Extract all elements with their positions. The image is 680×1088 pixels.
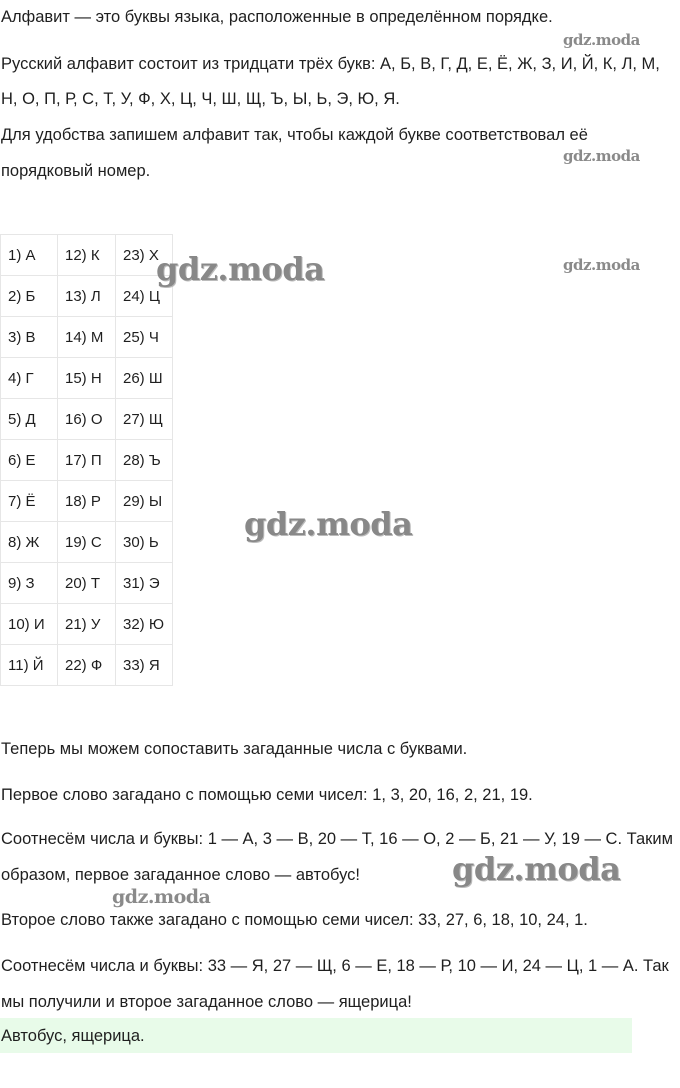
- table-cell: 25) Ч: [116, 317, 173, 358]
- text-line: образом, первое загаданное слово — автобус!: [1, 866, 360, 884]
- text-line: Н, О, П, Р, С, Т, У, Ф, Х, Ц, Ч, Ш, Щ, Ъ, Ы, Ь, Э, Ю, Я.: [1, 90, 400, 108]
- table-cell: 17) П: [58, 440, 116, 481]
- watermark: gdz.moda: [112, 886, 211, 908]
- text-line: мы получили и второе загаданное слово — ящерица!: [1, 993, 412, 1011]
- table-cell: 30) Ь: [116, 522, 173, 563]
- table-cell: 3) В: [1, 317, 58, 358]
- text-line: порядковый номер.: [1, 162, 151, 180]
- answer-text: Автобус, ящерица.: [1, 1027, 145, 1045]
- table-cell: 11) Й: [1, 645, 58, 686]
- table-cell: 6) Е: [1, 440, 58, 481]
- table-row: [1, 317, 173, 358]
- table-cell: 15) Н: [58, 358, 116, 399]
- table-cell: 9) З: [1, 563, 58, 604]
- table-cell: 32) Ю: [116, 604, 173, 645]
- table-cell: 14) М: [58, 317, 116, 358]
- table-cell: 5) Д: [1, 399, 58, 440]
- table-cell: 8) Ж: [1, 522, 58, 563]
- table-cell: 22) Ф: [58, 645, 116, 686]
- table-cell: 13) Л: [58, 276, 116, 317]
- table-cell: 29) Ы: [116, 481, 173, 522]
- watermark: gdz.moda: [563, 31, 640, 49]
- table-row: [1, 358, 173, 399]
- text-line: Первое слово загадано с помощью семи чисел: 1, 3, 20, 16, 2, 21, 19.: [1, 786, 533, 804]
- table-cell: 26) Ш: [116, 358, 173, 399]
- table-row: [1, 645, 173, 686]
- table-cell: 20) Т: [58, 563, 116, 604]
- answer-box: [0, 1018, 632, 1053]
- table-row: [1, 399, 173, 440]
- table-row: [1, 522, 173, 563]
- text-line: Для удобства запишем алфавит так, чтобы каждой букве соответствовал её: [1, 126, 588, 144]
- table-cell: 10) И: [1, 604, 58, 645]
- text-line: Соотнесём числа и буквы: 1 — А, 3 — В, 20 — Т, 16 — О, 2 — Б, 21 — У, 19 — С. Таким: [1, 830, 673, 848]
- watermark: gdz.moda: [563, 256, 640, 274]
- table-cell: 4) Г: [1, 358, 58, 399]
- table-row: [1, 481, 173, 522]
- table-cell: 33) Я: [116, 645, 173, 686]
- table-cell: 24) Ц: [116, 276, 173, 317]
- text-line: Соотнесём числа и буквы: 33 — Я, 27 — Щ, 6 — Е, 18 — Р, 10 — И, 24 — Ц, 1 — А. Так: [1, 957, 669, 975]
- table-cell: 1) А: [1, 235, 58, 276]
- table-cell: 18) Р: [58, 481, 116, 522]
- table-cell: 21) У: [58, 604, 116, 645]
- text-line: Русский алфавит состоит из тридцати трёх букв: А, Б, В, Г, Д, Е, Ё, Ж, З, И, Й, К, Л, М,: [1, 55, 660, 73]
- watermark: gdz.moda: [452, 850, 621, 888]
- table-row: [1, 235, 173, 276]
- table-cell: 12) К: [58, 235, 116, 276]
- table-row: [1, 440, 173, 481]
- watermark: gdz.moda: [563, 147, 640, 165]
- table-row: [1, 563, 173, 604]
- table-cell: 23) Х: [116, 235, 173, 276]
- table-cell: 28) Ъ: [116, 440, 173, 481]
- table-cell: 2) Б: [1, 276, 58, 317]
- watermark: gdz.moda: [244, 505, 413, 543]
- text-line: Второе слово также загадано с помощью семи чисел: 33, 27, 6, 18, 10, 24, 1.: [1, 911, 588, 929]
- table-cell: 27) Щ: [116, 399, 173, 440]
- alphabet-table: [0, 234, 173, 686]
- table-row: [1, 276, 173, 317]
- table-cell: 19) С: [58, 522, 116, 563]
- table-cell: 31) Э: [116, 563, 173, 604]
- table-cell: 7) Ё: [1, 481, 58, 522]
- table-row: [1, 604, 173, 645]
- watermark: gdz.moda: [156, 250, 325, 288]
- text-line: Алфавит — это буквы языка, расположенные в определённом порядке.: [1, 8, 553, 26]
- text-line: Теперь мы можем сопоставить загаданные числа с буквами.: [1, 740, 468, 758]
- table-cell: 16) О: [58, 399, 116, 440]
